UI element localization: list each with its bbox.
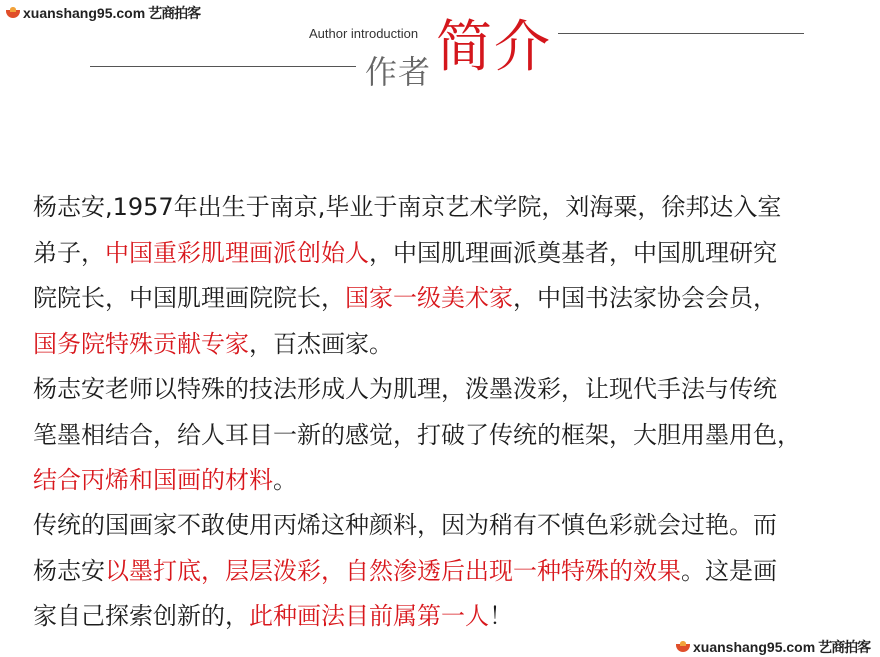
text-line <box>33 413 863 459</box>
bio-paragraph-1 <box>33 185 863 367</box>
highlight-text: 此种画法目前属第一人 <box>249 602 489 630</box>
body-text: 弟子， <box>33 238 105 267</box>
text-line <box>33 549 863 595</box>
watermark-logo-bottom <box>676 637 870 657</box>
header-title-red: 简介 <box>436 15 552 80</box>
header-rule-right <box>558 33 804 34</box>
watermark-logo-top <box>6 3 200 23</box>
highlight-text: 国家一级美术家 <box>345 284 513 312</box>
logo-icon <box>676 641 690 653</box>
body-text: 。 <box>273 466 297 494</box>
highlight-text: 中国重彩肌理画派创始人 <box>105 238 369 267</box>
watermark-site: xuanshang95.com <box>693 639 816 655</box>
text-line <box>33 458 863 504</box>
body-text: 。这是画 <box>681 556 777 585</box>
body-text: ，中国书法家协会会员， <box>513 284 777 312</box>
logo-icon <box>6 7 20 19</box>
watermark-site: xuanshang95.com <box>23 5 146 21</box>
bio-paragraph-2 <box>33 367 863 504</box>
body-text: 传统的国画家不敢使用丙烯这种颜料，因为稍有不慎色彩就会过艳。而 <box>33 511 777 539</box>
body-text: ，百杰画家。 <box>249 329 393 358</box>
body-text: ，中国肌理画派奠基者，中国肌理研究 <box>369 238 777 267</box>
bio-paragraph-3 <box>33 503 863 640</box>
header-rule-left <box>90 66 356 67</box>
highlight-text: 以墨打底，层层泼彩，自然渗透后出现一种特殊的效果 <box>105 556 681 585</box>
text-line <box>33 185 863 231</box>
body-text: 家自己探索创新的， <box>33 602 249 630</box>
text-line <box>33 231 863 277</box>
header-title-grey: 作者 <box>365 53 432 91</box>
text-line <box>33 503 863 549</box>
header-english-subtitle: Author introduction <box>309 26 419 41</box>
text-line <box>33 367 863 413</box>
body-text: 院院长，中国肌理画院院长， <box>33 284 345 312</box>
body-text: 杨志安老师以特殊的技法形成人为肌理，泼墨泼彩，让现代手法与传统 <box>33 375 777 403</box>
watermark-brand: 艺商拍客 <box>148 6 201 22</box>
text-line <box>33 322 863 368</box>
highlight-text: 结合丙烯和国画的材料 <box>33 466 273 494</box>
text-line <box>33 594 863 640</box>
text-line <box>33 276 863 322</box>
body-text: 杨志安 <box>33 556 105 585</box>
highlight-text: 国务院特殊贡献专家 <box>33 329 249 358</box>
body-text: 笔墨相结合，给人耳目一新的感觉，打破了传统的框架，大胆用墨用色， <box>33 420 801 449</box>
body-text: ！ <box>489 602 513 630</box>
watermark-brand: 艺商拍客 <box>818 640 871 656</box>
body-text: 杨志安,1957年出生于南京,毕业于南京艺术学院，刘海粟，徐邦达入室 <box>33 193 782 221</box>
